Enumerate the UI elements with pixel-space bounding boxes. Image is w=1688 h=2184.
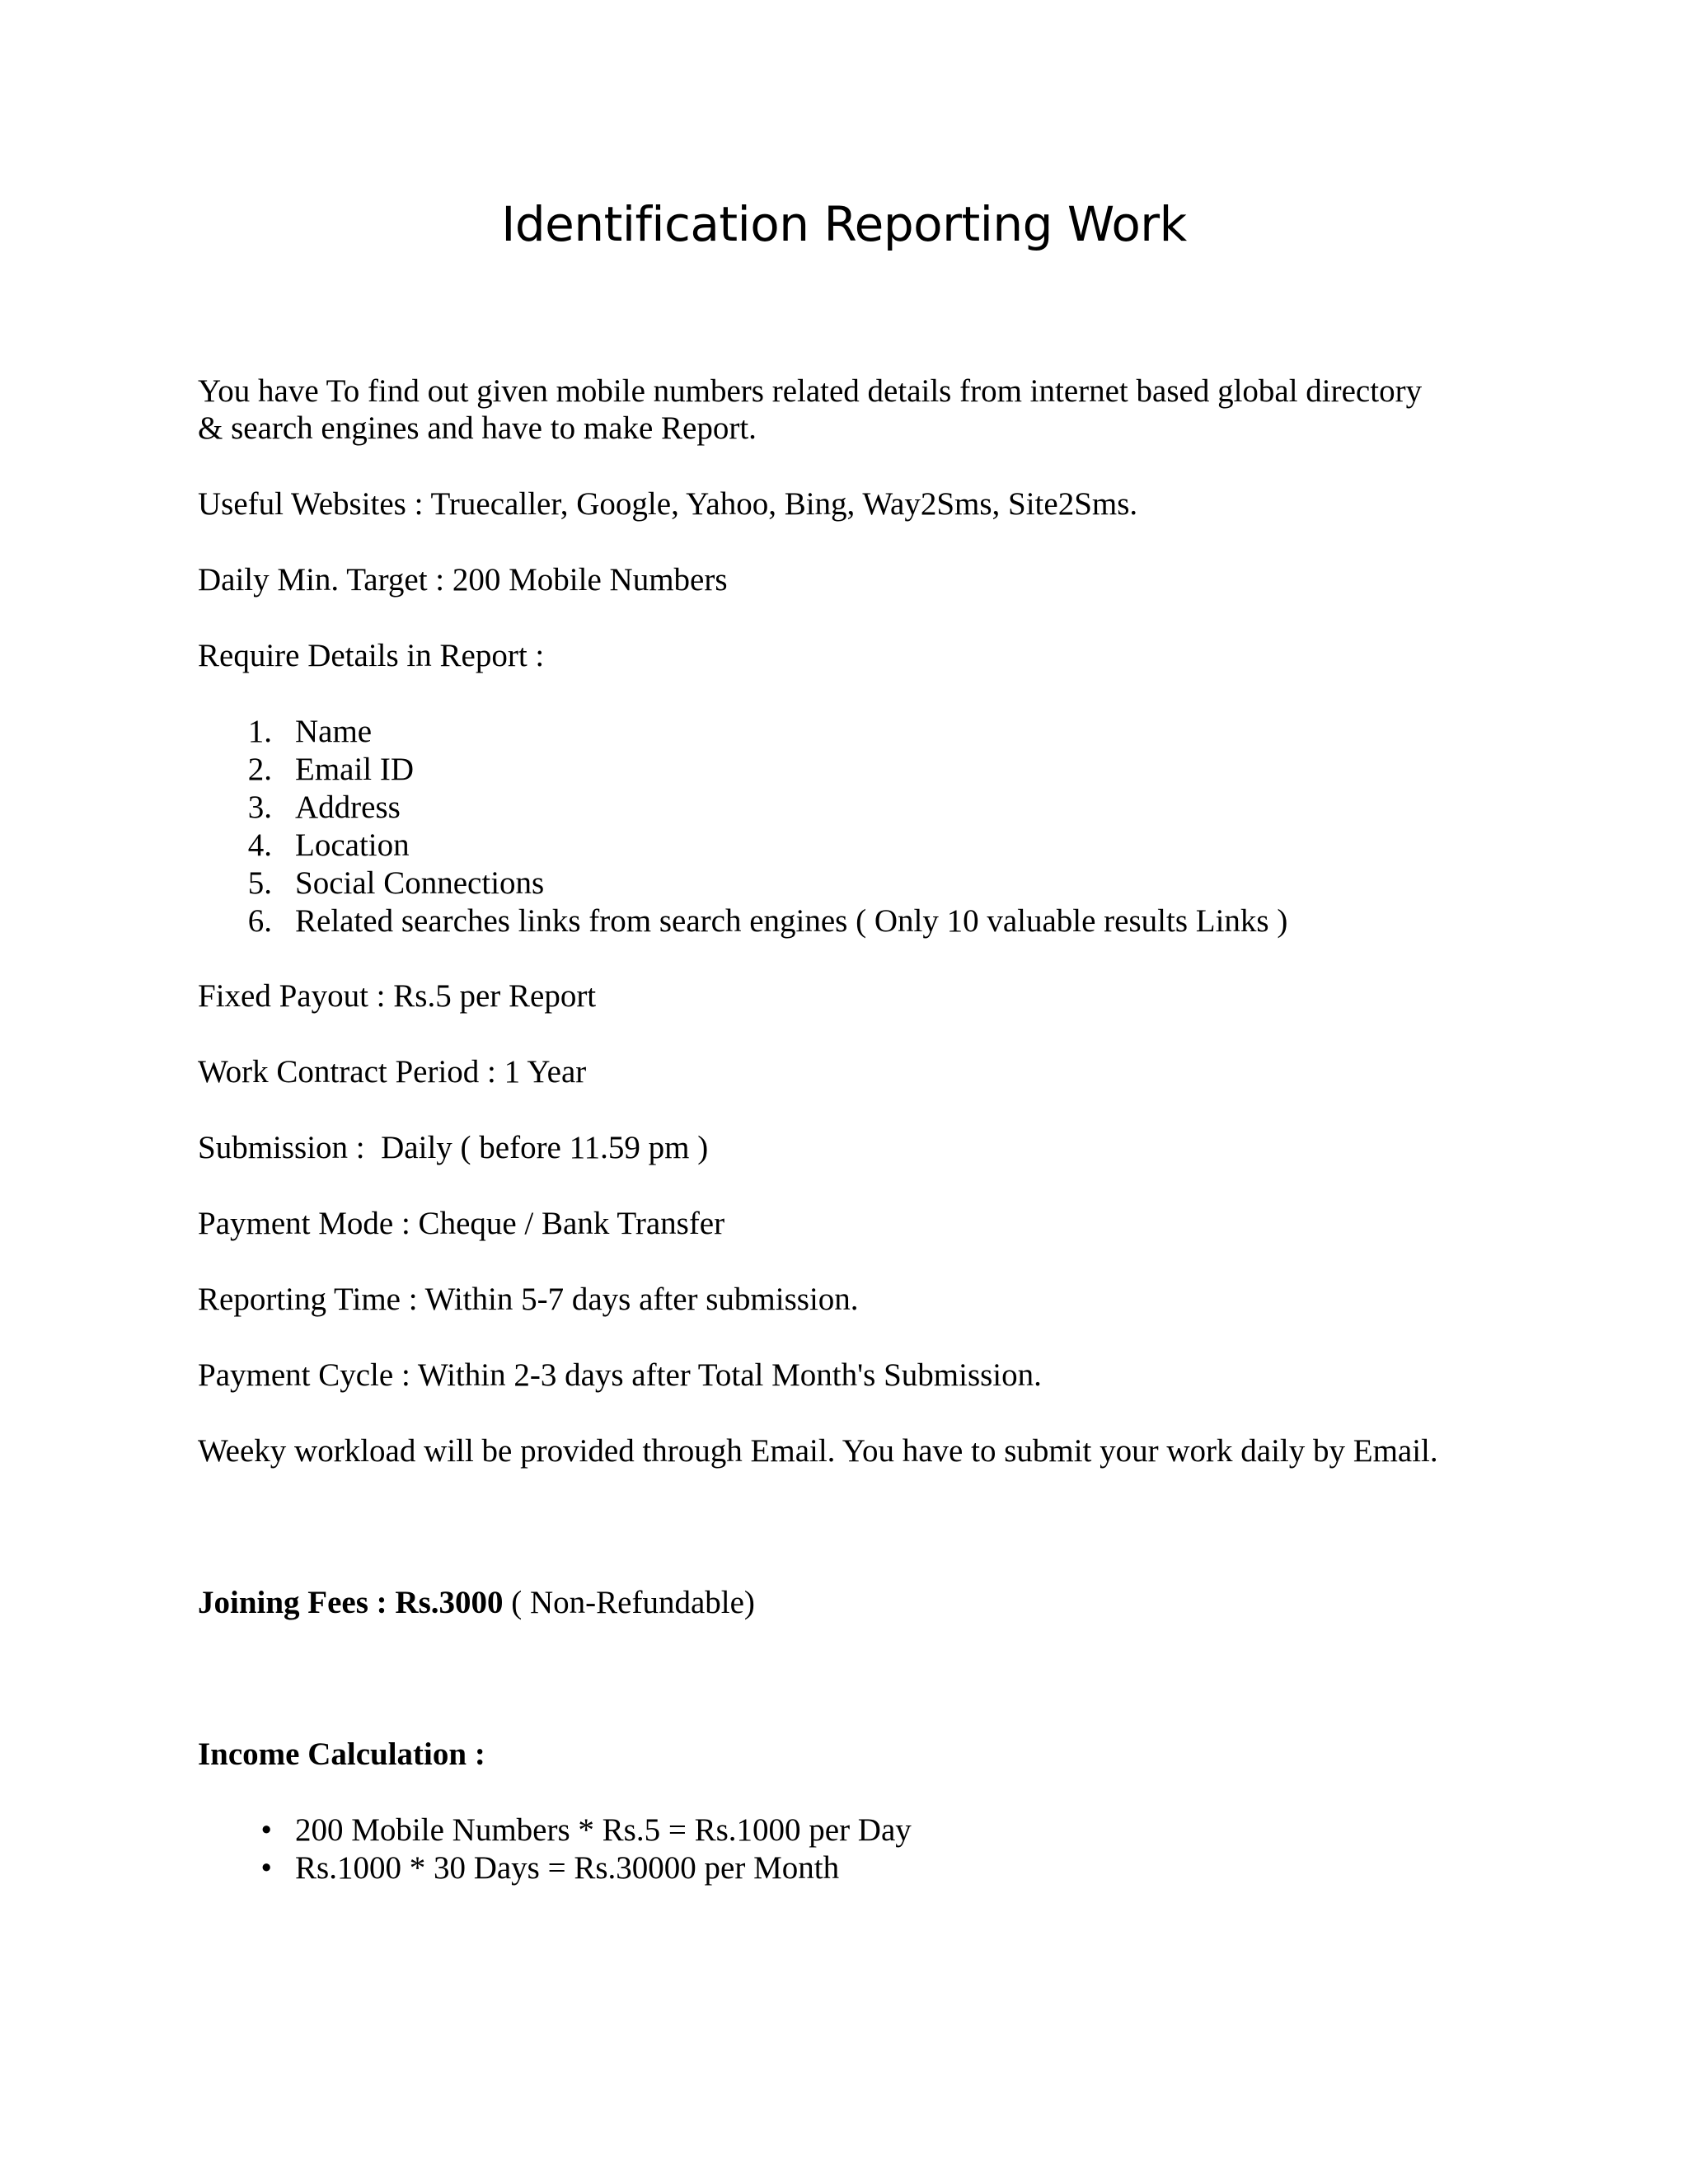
list-marker: 4.	[247, 827, 272, 863]
payment-mode: Payment Mode : Cheque / Bank Transfer	[198, 1206, 725, 1241]
submission: Submission : Daily ( before 11.59 pm )	[198, 1130, 709, 1165]
list-item	[198, 827, 1533, 865]
joining-fees	[198, 1584, 1533, 1622]
list-item-text: Email ID	[295, 752, 415, 787]
joining-fees-label: Joining Fees : Rs.3000	[198, 1585, 504, 1620]
list-item	[198, 902, 1533, 940]
list-item-text: Social Connections	[295, 865, 545, 901]
list-marker: 6.	[247, 903, 272, 939]
intro-line-1: You have To find out given mobile numbers related details from internet based global directory	[198, 373, 1423, 409]
require-details-list	[198, 713, 1533, 940]
income-heading: Income Calculation :	[198, 1736, 485, 1772]
list-marker: 2.	[247, 752, 272, 787]
contract-period: Work Contract Period : 1 Year	[198, 1054, 587, 1090]
bullet-marker: •	[260, 1850, 272, 1886]
list-marker: 3.	[247, 790, 272, 825]
list-item	[198, 751, 1533, 789]
list-item-text: Related searches links from search engines ( Only 10 valuable results Links )	[295, 903, 1288, 939]
list-item-text: Address	[295, 790, 401, 825]
bullet-marker: •	[260, 1812, 272, 1848]
daily-target: Daily Min. Target : 200 Mobile Numbers	[198, 562, 728, 598]
list-marker: 5.	[247, 865, 272, 901]
list-item	[198, 789, 1533, 827]
income-list	[198, 1811, 1533, 1887]
list-item-text: Rs.1000 * 30 Days = Rs.30000 per Month	[295, 1850, 840, 1886]
require-details-heading: Require Details in Report :	[198, 638, 545, 673]
payment-cycle: Payment Cycle : Within 2-3 days after Total Month's Submission.	[198, 1357, 1042, 1393]
list-item	[198, 1811, 1533, 1849]
document-title: Identification Reporting Work	[501, 196, 1187, 252]
joining-fees-note: ( Non-Refundable)	[503, 1585, 755, 1620]
list-item-text: Name	[295, 714, 373, 749]
list-item-text: Location	[295, 827, 410, 863]
list-item	[198, 713, 1533, 751]
list-item-text: 200 Mobile Numbers * Rs.5 = Rs.1000 per Day	[295, 1812, 912, 1848]
fixed-payout: Fixed Payout : Rs.5 per Report	[198, 978, 597, 1014]
workload-note: Weeky workload will be provided through Email. You have to submit your work daily by Email.	[198, 1433, 1438, 1469]
reporting-time: Reporting Time : Within 5-7 days after submission.	[198, 1282, 859, 1317]
list-item	[198, 865, 1533, 902]
list-marker: 1.	[247, 714, 272, 749]
intro-line-2: & search engines and have to make Report.	[198, 410, 757, 446]
useful-websites: Useful Websites : Truecaller, Google, Yahoo, Bing, Way2Sms, Site2Sms.	[198, 486, 1138, 522]
list-item	[198, 1849, 1533, 1887]
